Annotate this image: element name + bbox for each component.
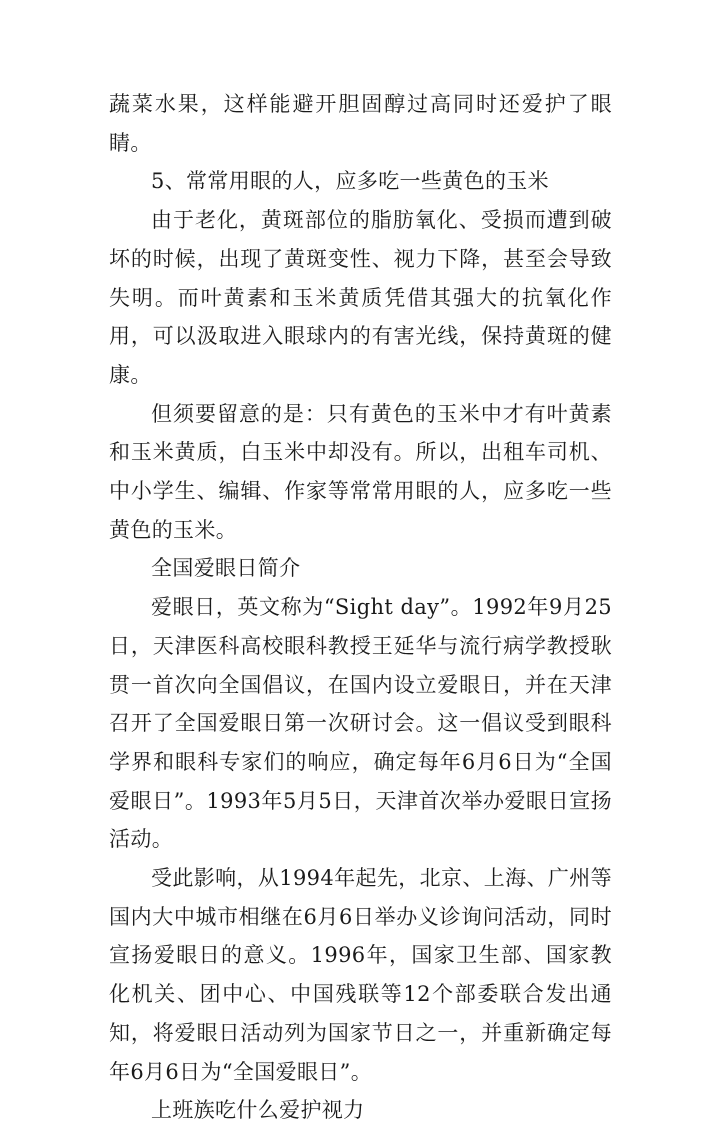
section-heading-eye-day: 全国爱眼日简介 <box>151 556 301 581</box>
paragraph-continuation: 蔬菜水果，这样能避开胆固醇过高同时还爱护了眼睛。 <box>109 92 612 155</box>
paragraph-yellow-corn-note: 但须要留意的是：只有黄色的玉米中才有叶黄素和玉米黄质，白玉米中却没有。所以，出租车司机、中小学生、编辑、作家等常常用眼的人，应多吃一些黄色的玉米。 <box>109 401 612 542</box>
paragraph-eye-day-spread: 受此影响，从1994年起先，北京、上海、广州等国内大中城市相继在6月6日举办义诊询问活动，同时宣扬爱眼日的意义。1996年，国家卫生部、国家教化机关、团中心、中国残联等12个部委联合发出通知，将爱眼日活动列为国家节日之一，并重新确定每年6月6日为“全国爱眼日”。 <box>109 866 612 1084</box>
paragraph-macula: 由于老化，黄斑部位的脂肪氧化、受损而遭到破坏的时候，出现了黄斑变性、视力下降，甚至会导致失明。而叶黄素和玉米黄质凭借其强大的抗氧化作用，可以汲取进入眼球内的有害光线，保持黄斑的健康。 <box>109 208 612 387</box>
subheading-yellow-corn: 5、常常用眼的人，应多吃一些黄色的玉米 <box>151 169 550 194</box>
section-heading-office-workers: 上班族吃什么爱护视力 <box>151 1098 365 1123</box>
paragraph-eye-day-origin: 爱眼日，英文称为“Sight day”。1992年9月25日，天津医科高校眼科教授王延华与流行病学教授耿贯一首次向全国倡议，在国内设立爱眼日，并在天津召开了全国爱眼日第一次研讨会。这一倡议受到眼科学界和眼科专家们的响应，确定每年6月6日为“全国爱眼日”。1993年5月5日，天津首次举办爱眼日宣扬活动。 <box>109 595 612 852</box>
